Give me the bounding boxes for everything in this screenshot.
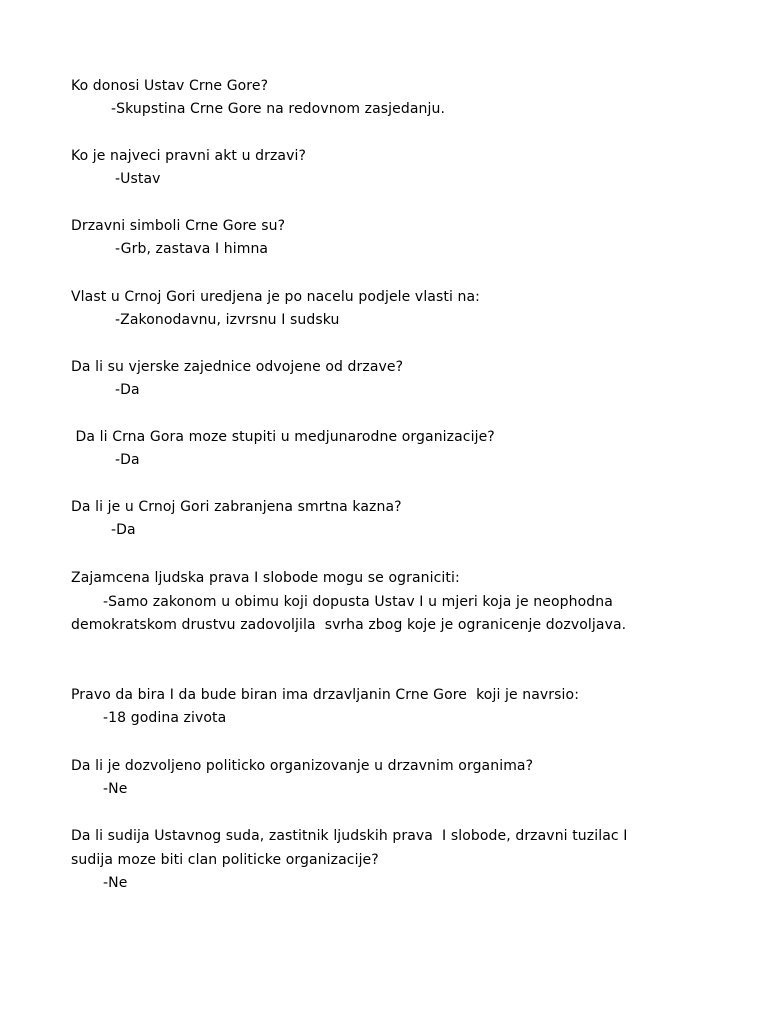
question-text: Zajamcena ljudska prava I slobode mogu se ograniciti:	[71, 570, 460, 586]
answer-text: -Da	[115, 382, 140, 398]
answer-text: demokratskom drustvu zadovoljila svrha zbog koje je ogranicenje dozvoljava.	[71, 617, 627, 633]
question-text: Pravo da bira I da bude biran ima drzavljanin Crne Gore koji je navrsio:	[71, 687, 580, 703]
answer-text: -Zakonodavnu, izvrsnu I sudsku	[115, 312, 340, 328]
question-text: Vlast u Crnoj Gori uredjena je po nacelu podjele vlasti na:	[71, 289, 480, 305]
question-text: sudija moze biti clan politicke organizacije?	[71, 852, 379, 868]
question-text: Ko je najveci pravni akt u drzavi?	[71, 148, 306, 164]
answer-text: -Da	[111, 522, 136, 538]
answer-text: -Samo zakonom u obimu koji dopusta Ustav I u mjeri koja je neophodna	[103, 594, 613, 610]
answer-text: -Da	[115, 452, 140, 468]
question-text: Da li je dozvoljeno politicko organizovanje u drzavnim organima?	[71, 758, 534, 774]
question-text: Ko donosi Ustav Crne Gore?	[71, 78, 269, 94]
answer-text: -Skupstina Crne Gore na redovnom zasjedanju.	[111, 101, 446, 117]
question-text: Drzavni simboli Crne Gore su?	[71, 218, 286, 234]
answer-text: -18 godina zivota	[103, 710, 227, 726]
question-text: Da li su vjerske zajednice odvojene od drzave?	[71, 359, 404, 375]
answer-text: -Ne	[103, 781, 128, 797]
question-text: Da li Crna Gora moze stupiti u medjunarodne organizacije?	[71, 429, 495, 445]
question-text: Da li sudija Ustavnog suda, zastitnik ljudskih prava I slobode, drzavni tuzilac I	[71, 828, 628, 844]
answer-text: -Ustav	[115, 171, 161, 187]
answer-text: -Ne	[103, 875, 128, 891]
question-text: Da li je u Crnoj Gori zabranjena smrtna kazna?	[71, 499, 402, 515]
answer-text: -Grb, zastava I himna	[115, 241, 269, 257]
